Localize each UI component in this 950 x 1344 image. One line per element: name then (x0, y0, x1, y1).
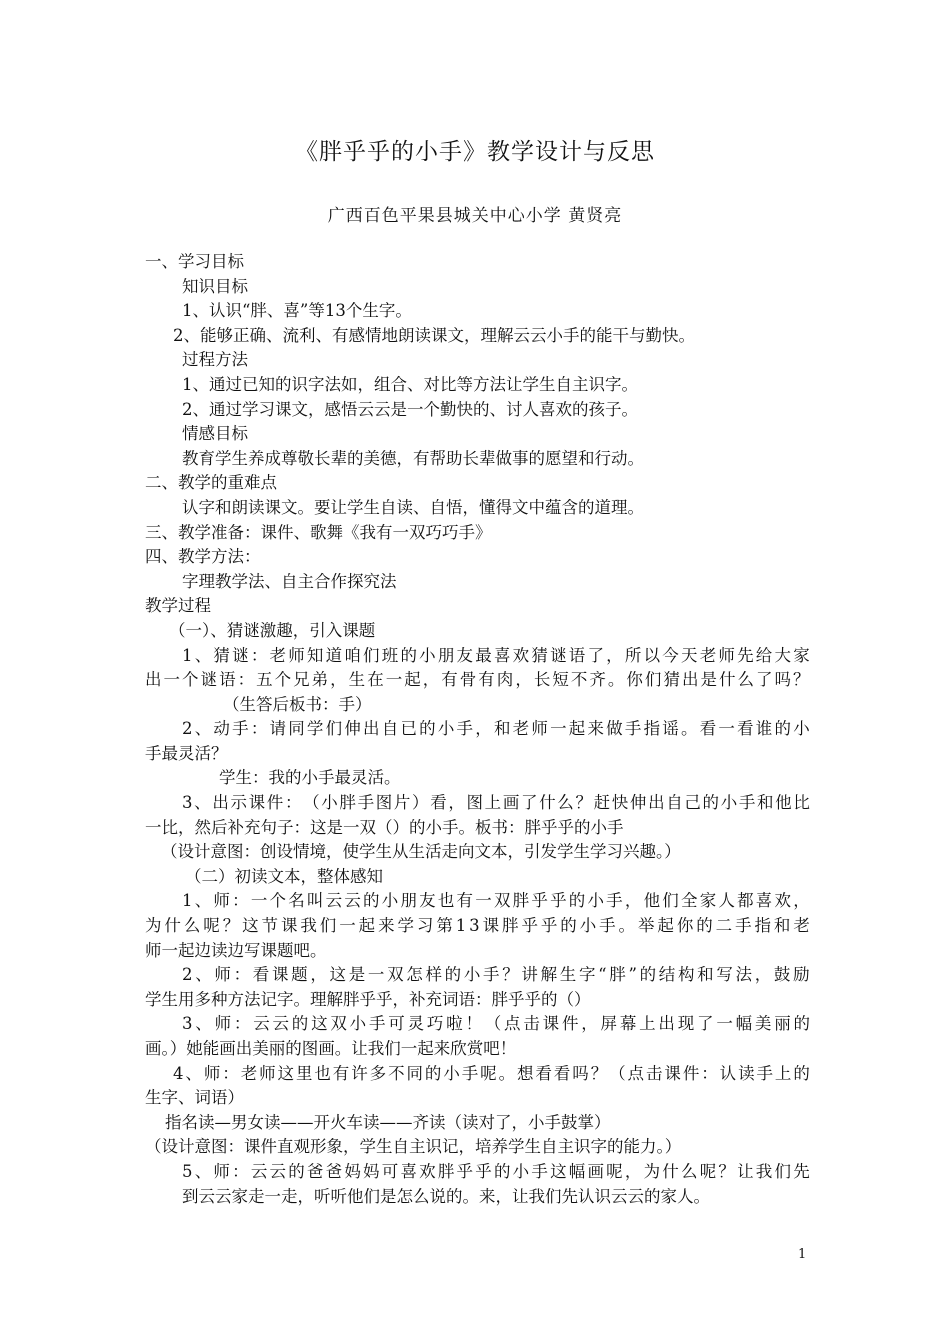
paragraph-line: 5 、 师 ： 云 云 的 爸 爸 妈 妈 可 喜 欢 胖 乎 乎 的 小 手 这 幅 画 呢 ， 为 什 么 呢 ？ 让 我 们 先 (182, 1161, 810, 1181)
list-item: 1、通过已知的识字法如，组合、对比等方法让学生自主识字。 (182, 374, 638, 394)
paragraph-line: 指名读—男女读——开火车读——齐读（读对了，小手鼓掌） (165, 1112, 611, 1132)
page-title: 《胖乎乎的小手》教学设计与反思 (295, 139, 655, 165)
list-item: 2、能够正确、流利、有感情地朗读课文，理解云云小手的能干与勤快。 (173, 325, 695, 345)
paragraph-line: 2 、 师 ： 看 课 题 ， 这 是 一 双 怎 样 的 小 手 ？ 讲 解 生 字 “ 胖 ” 的 结 构 和 写 法 ， 鼓 励 (182, 965, 810, 985)
paragraph-line: 出 一 个 谜 语 ： 五 个 兄 弟 ， 生 在 一 起 ， 有 骨 有 肉 ， 长 短 不 齐 。 你 们 猜 出 是 什 么 了 吗 ？ (145, 670, 810, 690)
section-heading: 教学过程 (145, 596, 211, 616)
document-body (145, 250, 810, 1209)
section-heading: 一、学习目标 (145, 252, 244, 271)
subheading: 过程方法 (182, 350, 248, 370)
paragraph-line: 4 、 师 ： 老 师 这 里 也 有 许 多 不 同 的 小 手 呢 。 想 看 看 吗 ？ （ 点 击 课 件 ： 认 读 手 上 的 (173, 1063, 810, 1083)
paragraph-line: 一比，然后补充句子：这是一双（）的小手。板书：胖乎乎的小手 (145, 817, 624, 837)
section-heading: 四、教学方法： (145, 547, 261, 567)
paragraph-line: 1 、 猜 谜 ： 老 师 知 道 咱 们 班 的 小 朋 友 最 喜 欢 猜 谜 语 了 ， 所 以 今 天 老 师 先 给 大 家 (182, 645, 810, 665)
subheading: 知识目标 (182, 276, 248, 296)
paragraph-line: 为 什 么 呢 ？ 这 节 课 我 们 一 起 来 学 习 第 1 3 课 胖 乎 乎 的 小 手 。 举 起 你 的 二 手 指 和 老 (145, 916, 810, 936)
paragraph-line: 到云云家走一走，听听他们是怎么说的。来，让我们先认识云云的家人。 (182, 1186, 710, 1206)
paragraph-line: 3 、 师 ： 云 云 的 这 双 小 手 可 灵 巧 啦 ！ （ 点 击 课 件 ， 屏 幕 上 出 现 了 一 幅 美 丽 的 (182, 1014, 810, 1034)
design-note: （设计意图：创设情境，使学生从生活走向文本，引发学生学习兴趣。） (161, 842, 681, 862)
author-line: 广西百色平果县城关中心小学 黄贤亮 (327, 206, 623, 226)
paragraph-line: 3 、 出 示 课 件 ： （ 小 胖 手 图 片 ） 看 ， 图 上 画 了 什 么 ？ 赶 快 伸 出 自 己 的 小 手 和 他 比 (182, 793, 810, 813)
paragraph-line: 学生用多种方法记字。理解胖乎乎，补充词语：胖乎乎的（） (145, 989, 591, 1009)
section-heading: 二、教学的重难点 (145, 473, 277, 493)
paragraph-line: （生答后板书：手） (223, 694, 372, 714)
paragraph-line: 认字和朗读课文。要让学生自读、自悟，懂得文中蕴含的道理。 (182, 497, 644, 517)
subheading: （一）、猜谜激趣，引入课题 (169, 620, 376, 640)
paragraph-line: 学生：我的小手最灵活。 (219, 768, 401, 788)
paragraph-line: 师一起边读边写课题吧。 (145, 940, 327, 960)
section-heading: 三、教学准备：课件、歌舞《我有一双巧巧手》 (145, 522, 492, 542)
paragraph-line: 手最灵活？ (145, 743, 228, 763)
paragraph-line: 画。）她能画出美丽的图画。让我们一起来欣赏吧！ (145, 1039, 517, 1058)
paragraph-line: 教育学生养成尊敬长辈的美德，有帮助长辈做事的愿望和行动。 (182, 448, 644, 468)
paragraph-line: 字理教学法、自主合作探究法 (182, 571, 397, 591)
design-note: （设计意图：课件直观形象，学生自主识记，培养学生自主识字的能力。） (145, 1137, 682, 1157)
paragraph-line: 1 、 师 ： 一 个 名 叫 云 云 的 小 朋 友 也 有 一 双 胖 乎 乎 的 小 手 ， 他 们 全 家 人 都 喜 欢 ， (182, 891, 810, 911)
page-number: 1 (798, 1247, 807, 1262)
subheading: 情感目标 (182, 424, 248, 444)
paragraph-line: 2 、 动 手 ： 请 同 学 们 伸 出 自 已 的 小 手 ， 和 老 师 一 起 来 做 手 指 谣 。 看 一 看 谁 的 小 (182, 719, 810, 739)
list-item: 1、认识“胖、喜”等13个生字。 (182, 301, 412, 321)
list-item: 2、通过学习课文，感悟云云是一个勤快的、讨人喜欢的孩子。 (182, 399, 638, 419)
paragraph-line: 生字、词语） (145, 1088, 244, 1108)
subheading: （二）初读文本，整体感知 (185, 866, 383, 886)
